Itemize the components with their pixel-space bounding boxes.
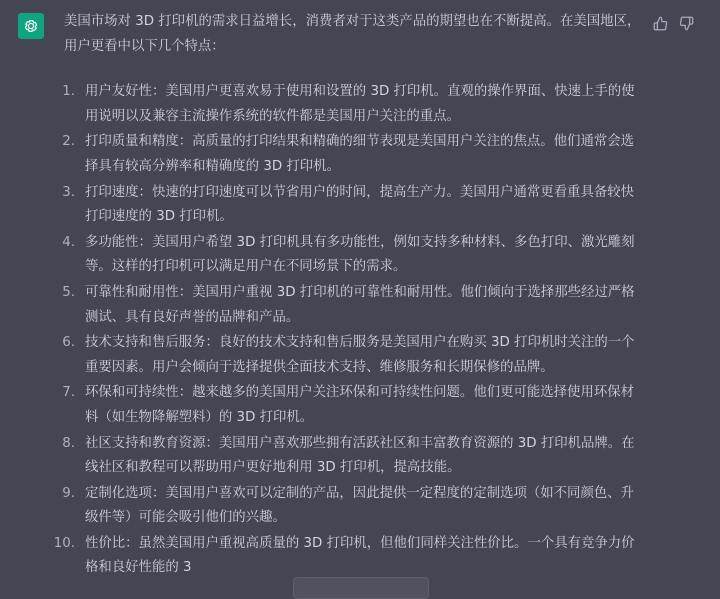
list-number: 2. (62, 134, 75, 150)
thumbs-down-icon (679, 16, 694, 31)
thumbs-up-button[interactable] (652, 15, 668, 31)
openai-logo-icon (22, 17, 40, 35)
list-item (53, 532, 644, 581)
list-number: 10. (53, 535, 75, 551)
feature-list (53, 80, 644, 581)
list-item-text: 技术支持和售后服务：良好的技术支持和售后服务是美国用户在购买 3D 打印机时关注的一个重要因素。用户会倾向于选择提供全面技术支持、维修服务和长期保修的品牌。 (85, 335, 635, 375)
list-item (64, 130, 644, 179)
list-number: 7. (62, 385, 75, 401)
message-intro: 美国市场对 3D 打印机的需求日益增长，消费者对于这类产品的期望也在不断提高。在美国地区，用户更看中以下几个特点： (64, 14, 641, 54)
list-item-text: 可靠性和耐用性：美国用户重视 3D 打印机的可靠性和耐用性。他们倾向于选择那些经过严格测试、具有良好声誉的品牌和产品。 (85, 284, 635, 325)
list-number: 1. (62, 84, 75, 100)
list-item (64, 231, 644, 280)
list-item-text: 用户友好性：美国用户更喜欢易于使用和设置的 3D 打印机。直观的操作界面、快速上手的使用说明以及兼容主流操作系统的软件都是美国用户关注的重点。 (85, 84, 635, 124)
list-item-text: 多功能性：美国用户希望 3D 打印机具有多功能性，例如支持多种材料、多色打印、激光雕刻等。这样的打印机可以满足用户在不同场景下的需求。 (85, 234, 635, 275)
list-number: 6. (62, 335, 75, 351)
list-item-text: 定制化选项：美国用户喜欢可以定制的产品，因此提供一定程度的定制选项（如不同颜色、升级件等）可能会吸引他们的兴趣。 (85, 485, 635, 526)
list-item (64, 432, 644, 481)
list-item (64, 482, 644, 531)
list-number: 5. (62, 284, 75, 300)
thumbs-up-icon (653, 16, 668, 31)
thumbs-down-button[interactable] (678, 15, 694, 31)
list-item-text: 打印质量和精度：高质量的打印结果和精确的细节表现是美国用户关注的焦点。他们通常会选择具有较高分辨率和精确度的 3D 打印机。 (85, 134, 635, 174)
list-item-text: 打印速度：快速的打印速度可以节省用户的时间，提高生产力。美国用户通常更看重具备较快打印速度的 3D 打印机。 (85, 184, 635, 225)
feedback-buttons (652, 15, 694, 31)
assistant-avatar (18, 13, 44, 39)
list-item (64, 381, 644, 430)
list-item (64, 181, 644, 230)
list-item (64, 331, 644, 380)
list-number: 9. (62, 485, 75, 501)
regenerate-button[interactable] (293, 577, 429, 599)
list-item (64, 281, 644, 330)
list-item-text: 环保和可持续性：越来越多的美国用户关注环保和可持续性问题。他们更可能选择使用环保材料（如生物降解塑料）的 3D 打印机。 (85, 385, 635, 425)
list-item (64, 80, 644, 129)
assistant-message (53, 10, 644, 582)
list-item-text: 社区支持和教育资源：美国用户喜欢那些拥有活跃社区和丰富教育资源的 3D 打印机品牌。在线社区和教程可以帮助用户更好地利用 3D 打印机，提高技能。 (85, 435, 635, 476)
list-item-text: 性价比：虽然美国用户重视高质量的 3D 打印机，但他们同样关注性价比。一个具有竞争力价格和良好性能的 3 (85, 535, 635, 576)
list-number: 8. (62, 435, 75, 451)
list-number: 4. (62, 234, 75, 250)
list-number: 3. (62, 184, 75, 200)
